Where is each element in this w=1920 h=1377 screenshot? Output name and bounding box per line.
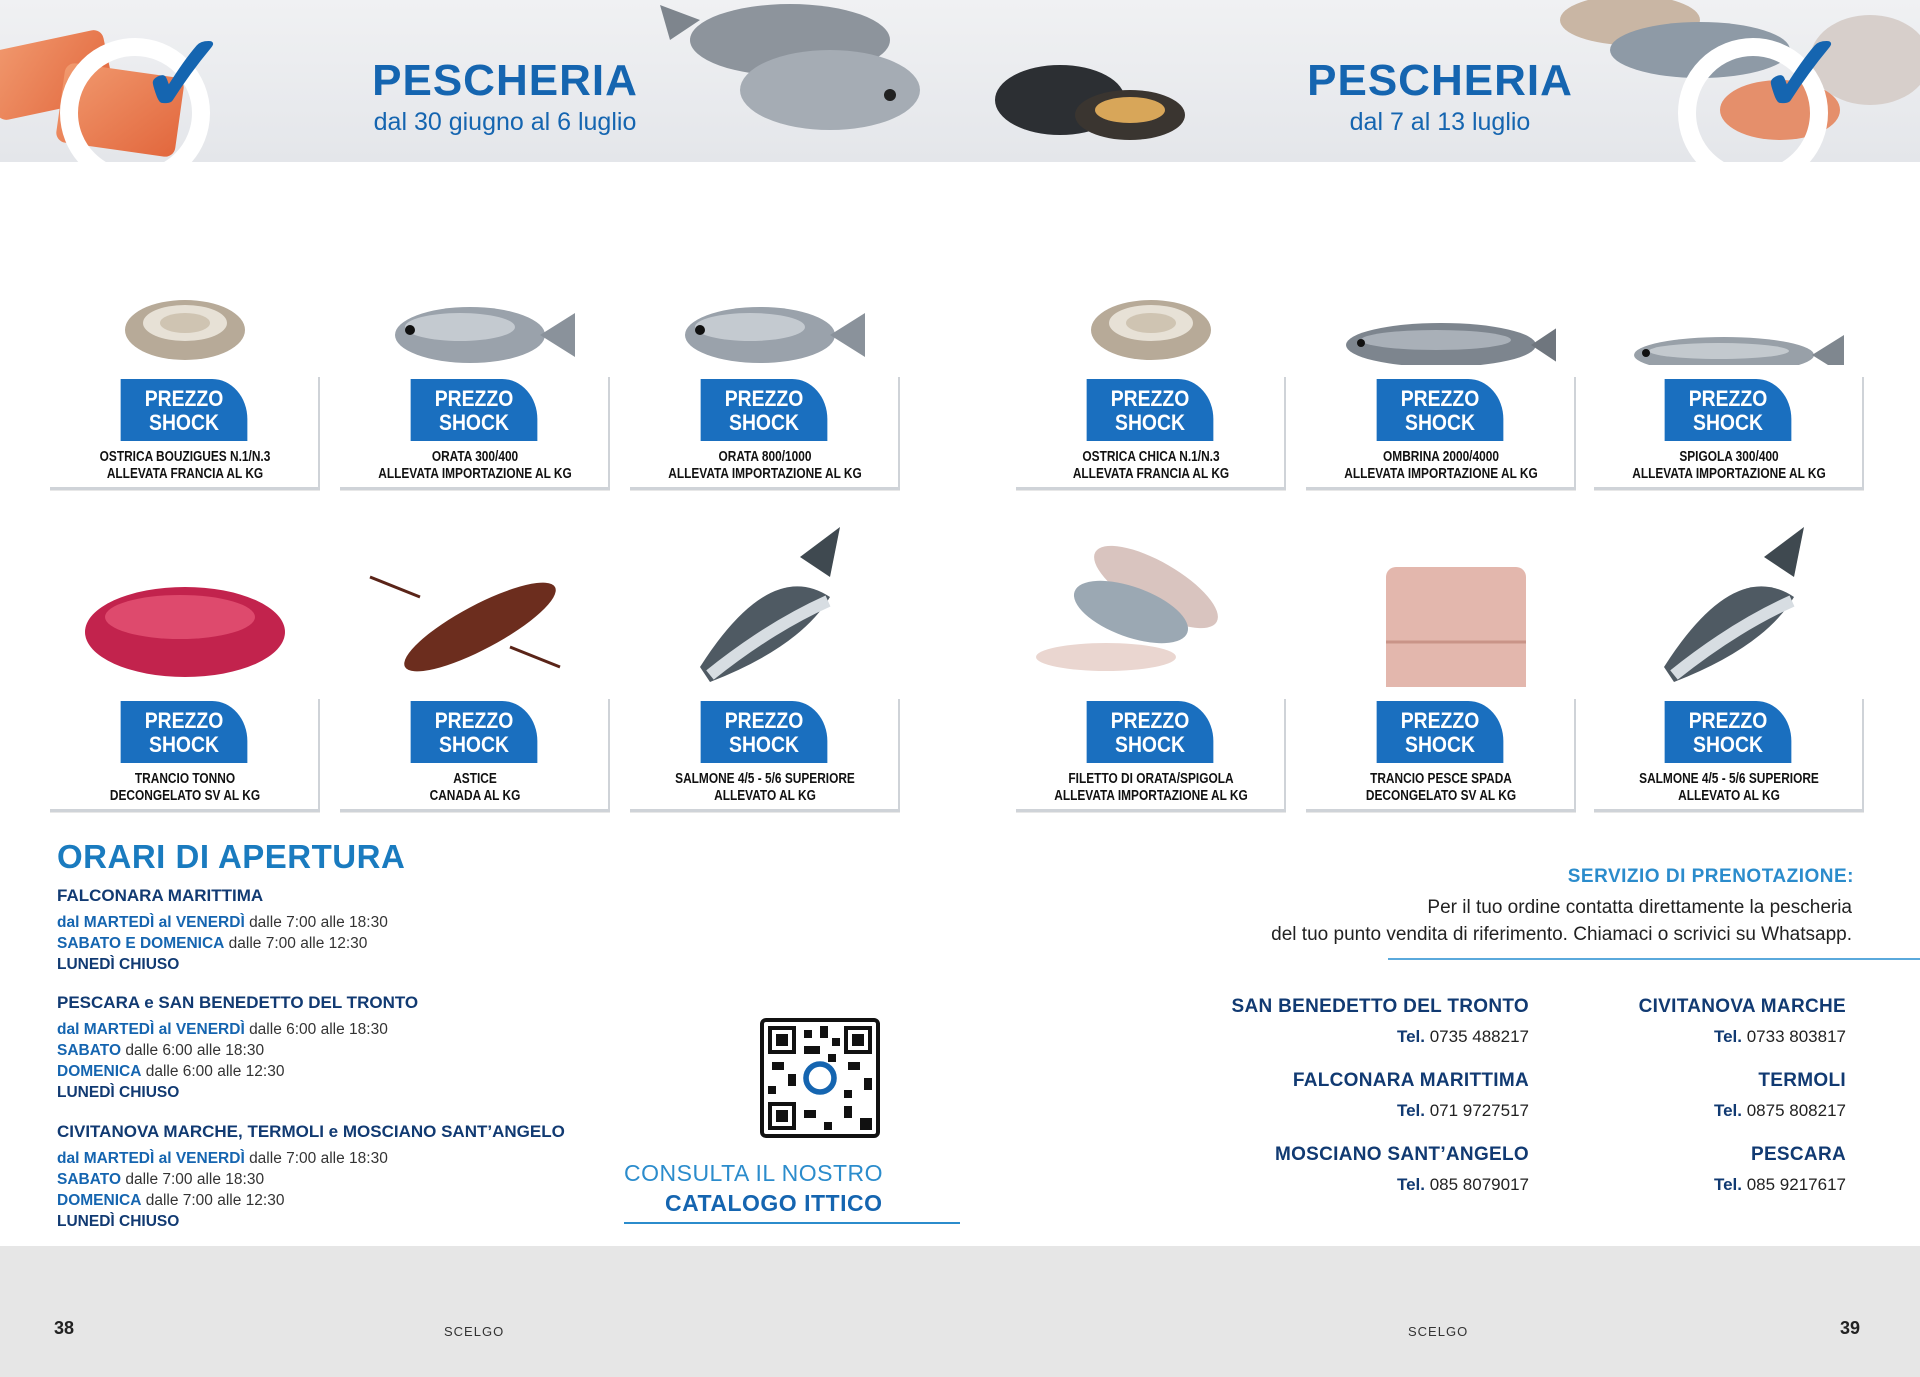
product-description: ASTICE CANADA AL KG [429, 771, 521, 804]
sea-bream-image [360, 195, 590, 365]
tel-label: Tel. [1396, 1175, 1425, 1194]
product-card[interactable] [1306, 195, 1576, 490]
prezzo-shock-badge: PREZZO SHOCK [1087, 701, 1214, 763]
hours-title: ORARI DI APERTURA [57, 838, 406, 875]
product-description: OSTRICA BOUZIGUES N.1/N.3 ALLEVATA FRANCIA AL KG [99, 449, 271, 482]
prezzo-shock-badge: PREZZO SHOCK [1087, 379, 1214, 441]
tuna-image [70, 517, 300, 687]
prezzo-shock-badge: PREZZO SHOCK [121, 379, 248, 441]
reservation-line: Per il tuo ordine contatta direttamente la pescheria [1427, 897, 1852, 918]
hours-time: dalle 6:00 alle 12:30 [145, 1063, 285, 1080]
divider [1388, 958, 1920, 960]
tel-label: Tel. [1713, 1101, 1742, 1120]
product-card[interactable] [50, 517, 320, 812]
hours-line [57, 933, 388, 954]
oyster-image [1036, 195, 1266, 365]
footer-brand-left: SCELGO [444, 1324, 505, 1339]
page-number-left: 38 [54, 1318, 75, 1338]
qr-code-icon [764, 1022, 876, 1134]
hours-location: PESCARA e SAN BENEDETTO DEL TRONTO [57, 993, 419, 1012]
hours-location: CIVITANOVA MARCHE, TERMOLI e MOSCIANO SANT’ANGELO [57, 1122, 565, 1141]
tel-label: Tel. [1396, 1027, 1425, 1046]
salmon-image [650, 517, 880, 687]
contact-name: TERMOLI [1758, 1070, 1846, 1091]
product-card[interactable] [630, 517, 900, 812]
product-description: SPIGOLA 300/400 ALLEVATA IMPORTAZIONE AL KG [1632, 449, 1826, 482]
contact-name: CIVITANOVA MARCHE [1638, 996, 1846, 1017]
hours-days: dal MARTEDÌ al VENERDÌ [57, 1021, 245, 1038]
divider [624, 1222, 960, 1224]
contact-falconara [1293, 1070, 1529, 1121]
product-card[interactable] [1016, 517, 1286, 812]
hours-line [57, 1169, 565, 1190]
product-card[interactable] [1594, 195, 1864, 490]
hours-days: SABATO [57, 1042, 122, 1059]
fillet-image [1036, 517, 1266, 687]
hours-line [57, 1190, 565, 1211]
hours-block-pescara [57, 993, 418, 1103]
checkmark-icon: ✓ [1756, 13, 1849, 136]
hours-time: dalle 6:00 alle 18:30 [125, 1042, 265, 1059]
sea-bream-image [640, 0, 920, 150]
product-card[interactable] [1016, 195, 1286, 490]
hours-time: dalle 7:00 alle 12:30 [145, 1192, 285, 1209]
hours-closed: LUNEDÌ CHIUSO [57, 1213, 180, 1230]
phone-number[interactable]: 0735 488217 [1429, 1027, 1529, 1046]
hours-time: dalle 7:00 alle 12:30 [228, 935, 368, 952]
header-left-title: PESCHERIA [372, 56, 638, 105]
contact-name: SAN BENEDETTO DEL TRONTO [1231, 996, 1529, 1017]
prezzo-shock-badge: PREZZO SHOCK [701, 701, 828, 763]
product-card[interactable] [1306, 517, 1576, 812]
prezzo-shock-badge: PREZZO SHOCK [121, 701, 248, 763]
header-right-title-block [1300, 56, 1580, 137]
contact-mosciano [1275, 1144, 1529, 1195]
product-description: ORATA 300/400 ALLEVATA IMPORTAZIONE AL KG [378, 449, 572, 482]
reservation-line: del tuo punto vendita di riferimento. Chiamaci o scrivici su Whatsapp. [1271, 924, 1852, 945]
prezzo-shock-badge: PREZZO SHOCK [1377, 701, 1504, 763]
contact-san-benedetto [1231, 996, 1529, 1047]
hours-closed: LUNEDÌ CHIUSO [57, 1084, 180, 1101]
hours-block-civitanova [57, 1122, 565, 1232]
hours-days: dal MARTEDÌ al VENERDÌ [57, 914, 245, 931]
product-description: TRANCIO PESCE SPADA DECONGELATO SV AL KG [1365, 771, 1517, 804]
contact-name: FALCONARA MARITTIMA [1292, 1070, 1529, 1091]
phone-number[interactable]: 0875 808217 [1746, 1101, 1846, 1120]
hours-line [57, 1040, 418, 1061]
meagre-image [1326, 195, 1556, 365]
header-left-dates: dal 30 giugno al 6 luglio [373, 108, 637, 136]
hours-line [57, 1019, 418, 1040]
prezzo-shock-badge: PREZZO SHOCK [701, 379, 828, 441]
salmon-image [1614, 517, 1844, 687]
phone-number[interactable]: 085 8079017 [1429, 1175, 1529, 1194]
header-left-title-block [350, 56, 660, 137]
phone-number[interactable]: 0733 803817 [1746, 1027, 1846, 1046]
footer-brand-right: SCELGO [1408, 1324, 1469, 1339]
product-card[interactable] [50, 195, 320, 490]
product-description: FILETTO DI ORATA/SPIGOLA ALLEVATA IMPORTAZIONE AL KG [1054, 771, 1248, 804]
contact-phone [1639, 1027, 1846, 1047]
hours-days: DOMENICA [57, 1192, 142, 1209]
product-description: ORATA 800/1000 ALLEVATA IMPORTAZIONE AL KG [668, 449, 862, 482]
mussel-image [990, 50, 1190, 150]
hours-days: dal MARTEDÌ al VENERDÌ [57, 1150, 245, 1167]
prezzo-shock-badge: PREZZO SHOCK [1377, 379, 1504, 441]
product-card[interactable] [340, 195, 610, 490]
hours-time: dalle 7:00 alle 18:30 [249, 1150, 388, 1167]
reservation-title: SERVIZIO DI PRENOTAZIONE: [1567, 866, 1854, 887]
footer [0, 1246, 1920, 1377]
hours-line [57, 1061, 418, 1082]
prezzo-shock-badge: PREZZO SHOCK [1665, 379, 1792, 441]
contact-name: PESCARA [1750, 1144, 1846, 1165]
phone-number[interactable]: 071 9727517 [1429, 1101, 1529, 1120]
contact-civitanova [1639, 996, 1846, 1047]
contact-phone [1293, 1101, 1529, 1121]
hours-line [57, 912, 388, 933]
product-description: TRANCIO TONNO DECONGELATO SV AL KG [109, 771, 261, 804]
oyster-image [70, 195, 300, 365]
product-card[interactable] [1594, 517, 1864, 812]
reservation-text [1271, 894, 1852, 948]
hours-days: SABATO E DOMENICA [57, 935, 225, 952]
product-description: SALMONE 4/5 - 5/6 SUPERIORE ALLEVATO AL KG [1639, 771, 1819, 804]
contact-phone [1231, 1027, 1529, 1047]
contact-pescara [1714, 1144, 1846, 1195]
swordfish-image [1326, 517, 1556, 687]
qr-caption-line2[interactable]: CATALOGO ITTICO [665, 1190, 883, 1216]
product-card[interactable] [630, 195, 900, 490]
qr-caption-line1: CONSULTA IL NOSTRO [624, 1160, 884, 1186]
prezzo-shock-badge: PREZZO SHOCK [411, 701, 538, 763]
hours-time: dalle 7:00 alle 18:30 [249, 914, 388, 931]
lobster-image [360, 517, 590, 687]
contact-termoli [1714, 1070, 1846, 1121]
qr-code[interactable] [760, 1018, 880, 1138]
product-description: OSTRICA CHICA N.1/N.3 ALLEVATA FRANCIA AL KG [1072, 449, 1230, 482]
contact-name: MOSCIANO SANT’ANGELO [1274, 1144, 1529, 1165]
hours-days: DOMENICA [57, 1063, 142, 1080]
page-number-right: 39 [1840, 1318, 1861, 1338]
contact-phone [1714, 1175, 1846, 1195]
product-description: SALMONE 4/5 - 5/6 SUPERIORE ALLEVATO AL KG [675, 771, 855, 804]
header-right-title: PESCHERIA [1307, 56, 1573, 105]
hours-time: dalle 6:00 alle 18:30 [249, 1021, 388, 1038]
hours-line [57, 1148, 565, 1169]
hours-location: FALCONARA MARITTIMA [57, 886, 264, 905]
tel-label: Tel. [1396, 1101, 1425, 1120]
hours-block-falconara [57, 886, 388, 975]
product-description: OMBRINA 2000/4000 ALLEVATA IMPORTAZIONE AL KG [1344, 449, 1538, 482]
phone-number[interactable]: 085 9217617 [1746, 1175, 1846, 1194]
product-card[interactable] [340, 517, 610, 812]
checkmark-icon: ✓ [138, 13, 231, 136]
contact-phone [1275, 1175, 1529, 1195]
contact-phone [1714, 1101, 1846, 1121]
header-banner [0, 0, 1920, 162]
hours-closed: LUNEDÌ CHIUSO [57, 956, 180, 973]
tel-label: Tel. [1713, 1027, 1742, 1046]
hours-time: dalle 7:00 alle 18:30 [125, 1171, 265, 1188]
header-right-dates: dal 7 al 13 luglio [1349, 108, 1531, 136]
prezzo-shock-badge: PREZZO SHOCK [1665, 701, 1792, 763]
hours-days: SABATO [57, 1171, 122, 1188]
prezzo-shock-badge: PREZZO SHOCK [411, 379, 538, 441]
sea-bream-image [650, 195, 880, 365]
sea-bass-image [1614, 195, 1844, 365]
tel-label: Tel. [1713, 1175, 1742, 1194]
